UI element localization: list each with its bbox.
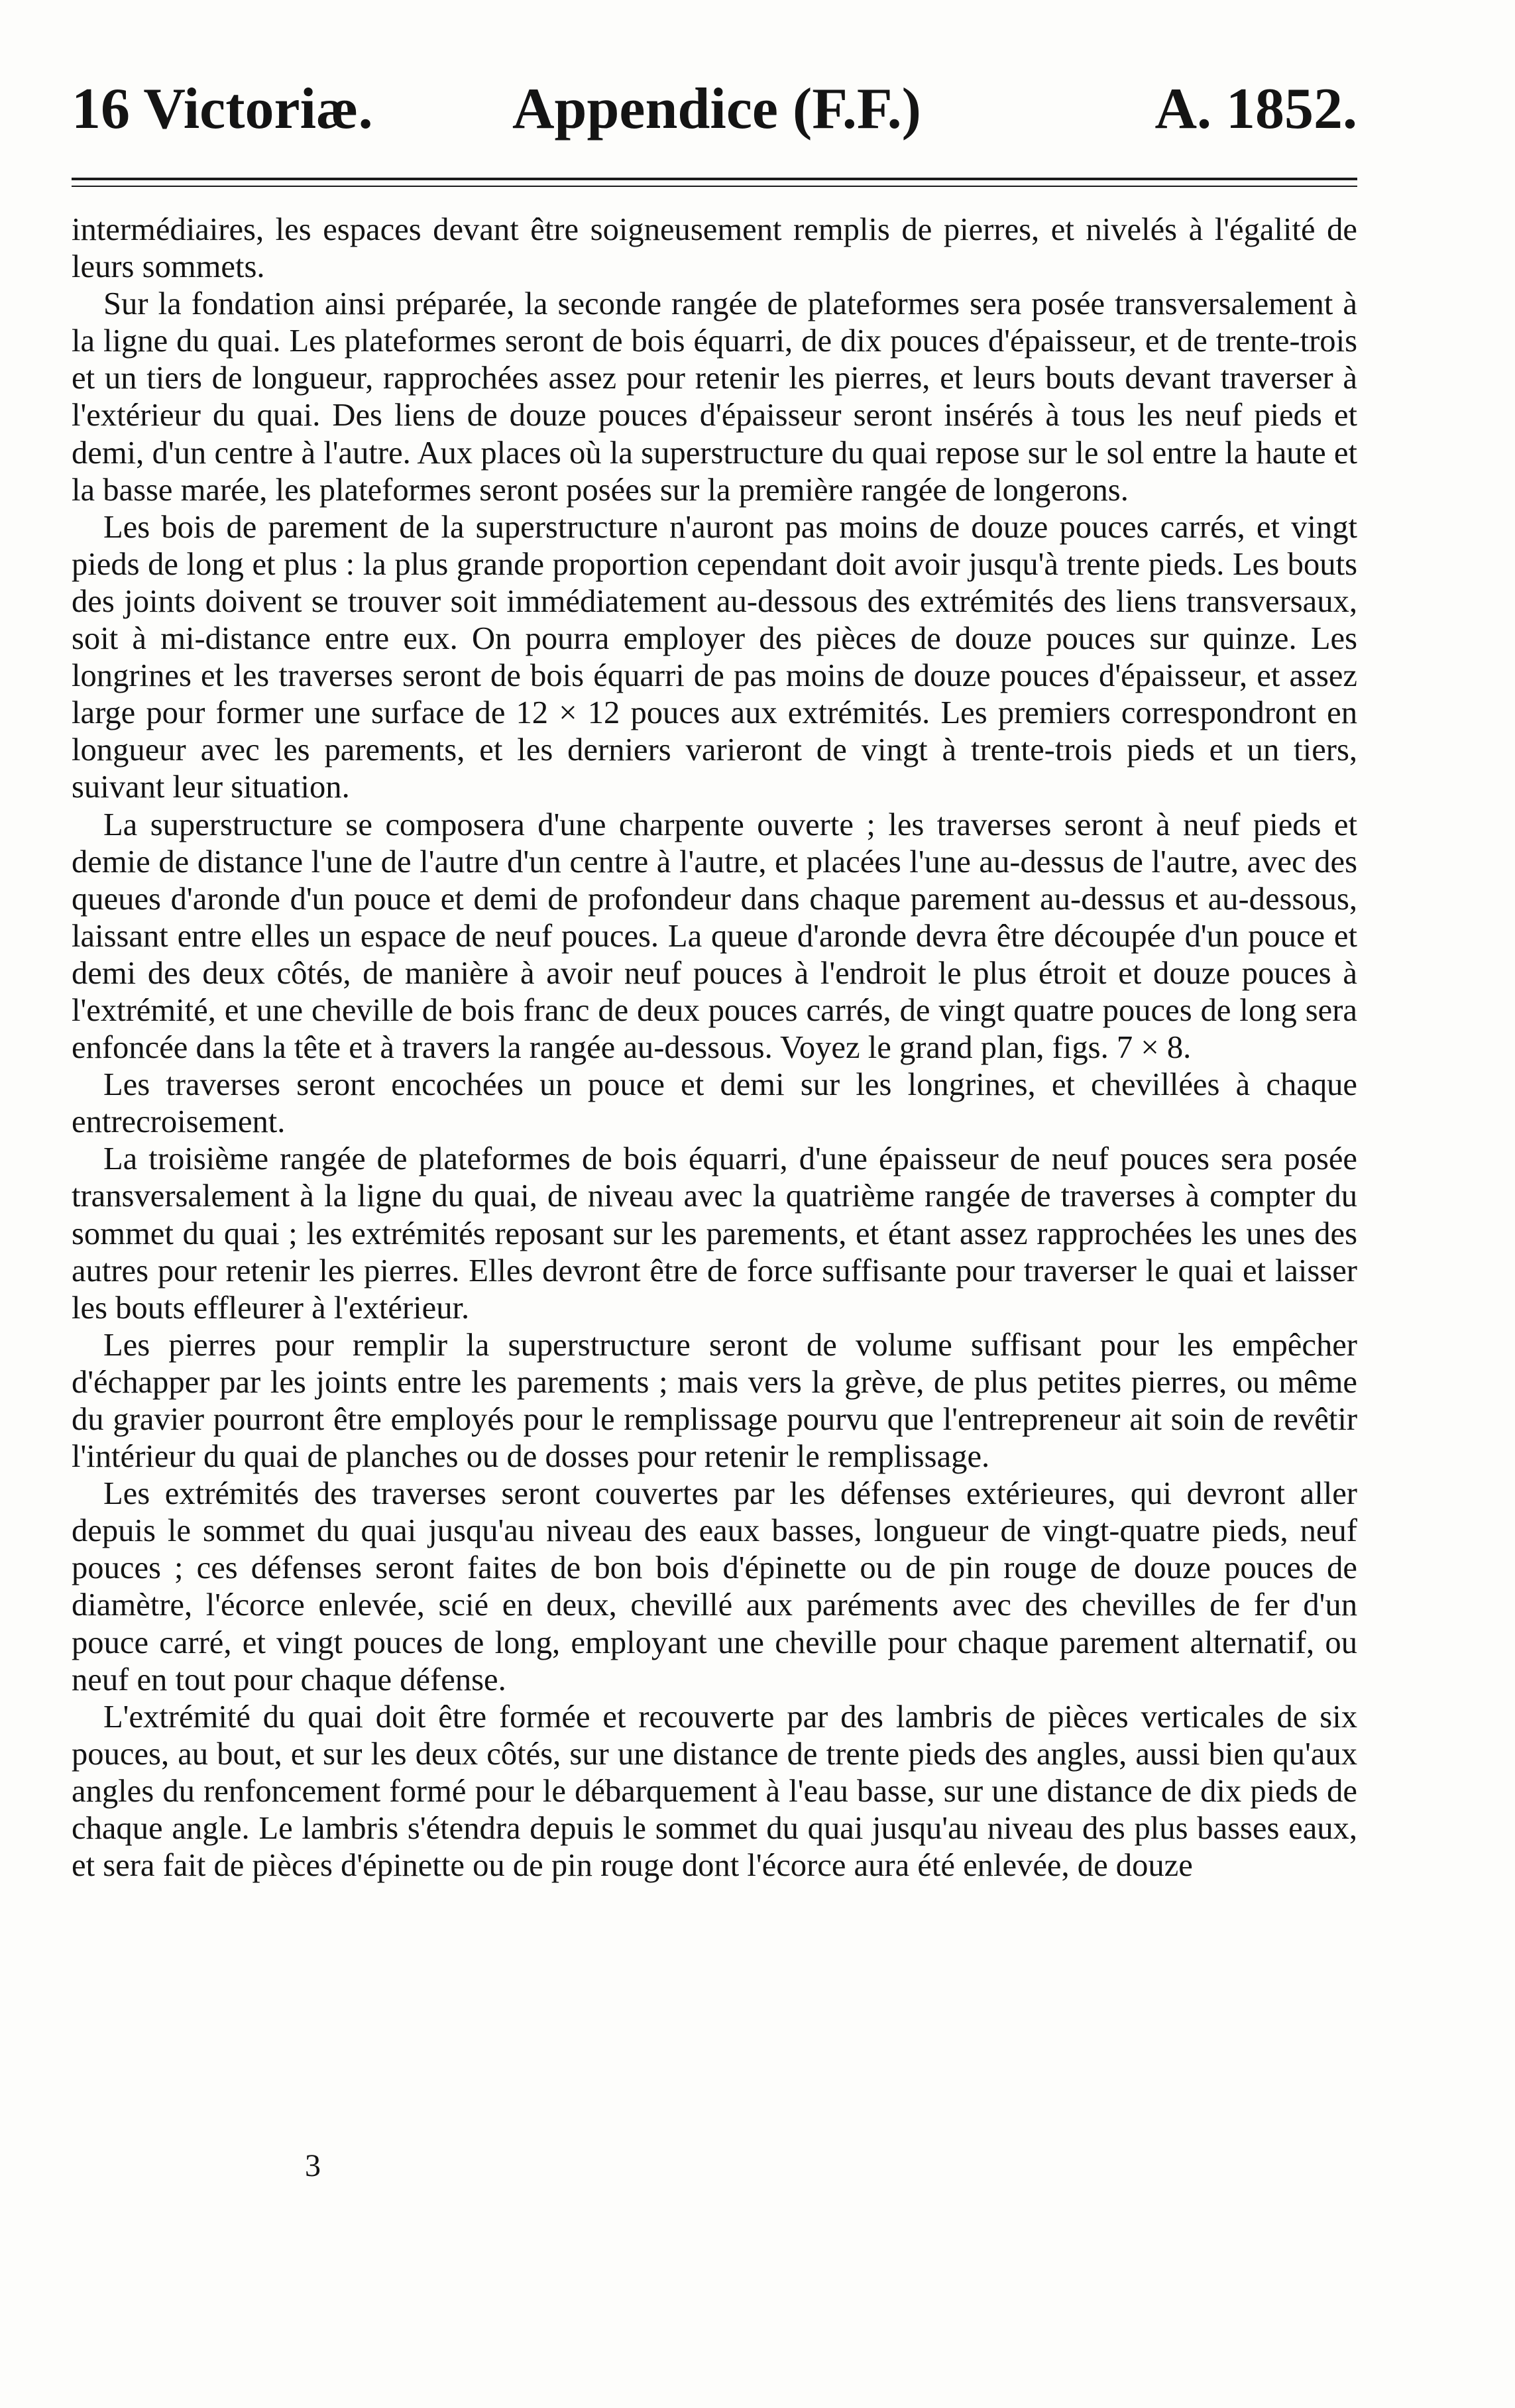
paragraph-continued: intermédiaires, les espaces devant être soigneusement remplis de pierres, et nivelés à l'égalité de leurs sommets. xyxy=(72,211,1357,285)
document-page xyxy=(72,0,1357,2408)
paragraph-superstructure: La superstructure se composera d'une charpente ouverte ; les traverses seront à neuf pieds et demie de distance l'une de l'autre d'un centre à l'autre, et placées l'une au-dessus de l'autre, avec des queues d'aronde d'un pouce et demi de profondeur dans chaque parement au-dessus et au-dessous, laissant entre elles un espace de neuf pouces. La queue d'aronde devra être découpée d'un pouce et demi des deux côtés, de manière à avoir neuf pouces à l'endroit le plus étroit et douze pouces à l'extrémité, et une cheville de bois franc de deux pouces carrés, de vingt quatre pouces de long sera enfoncée dans la tête et à travers la rangée au-dessous. Voyez le grand plan, figs. 7 × 8. xyxy=(72,806,1357,1066)
header-appendix: Appendice (F.F.) xyxy=(512,77,921,141)
running-header xyxy=(72,66,1357,152)
page-folio: 3 xyxy=(305,2148,321,2183)
paragraph-third-platforms: La troisième rangée de plateformes de bois équarri, d'une épaisseur de neuf pouces sera posée transversalement à la ligne du quai, de niveau avec la quatrième rangée de traverses à compter du sommet du quai ; les extrémités reposant sur les parements, et étant assez rapprochées les unes des autres pour retenir les pierres. Elles devront être de force suffisante pour traverser le quai et laisser les bouts effleurer à l'extérieur. xyxy=(72,1141,1357,1326)
paragraph-facing-timbers: Les bois de parement de la superstructure n'auront pas moins de douze pouces carrés, et vingt pieds de long et plus : la plus grande proportion cependant doit avoir jusqu'à trente pieds. Les bouts des joints doivent se trouver soit immédiatement au-dessous des extrémités des liens transversaux, soit à mi-distance entre eux. On pourra employer des pièces de douze pouces sur quinze. Les longrines et les traverses seront de bois équarri de pas moins de douze pouces d'épaisseur, et assez large pour former une surface de 12 × 12 pouces aux extrémités. Les premiers correspondront en longueur avec les parements, et les derniers varieront de vingt à trente-trois pieds et un tiers, suivant leur situation. xyxy=(72,508,1357,805)
header-rule-thin xyxy=(72,186,1357,187)
paragraph-second-platforms: Sur la fondation ainsi préparée, la seconde rangée de plateformes sera posée transversalement à la ligne du quai. Les plateformes seront de bois équarri, de dix pouces d'épaisseur, et de trente-trois et un tiers de longueur, rapprochées assez pour retenir les pierres, et leurs bouts devant traverser à l'extérieur du quai. Des liens de douze pouces d'épaisseur seront insérés à tous les neuf pieds et demi, d'un centre à l'autre. Aux places où la superstructure du quai repose sur le sol entre la haute et la basse marée, les plateformes seront posées sur la première rangée de longerons. xyxy=(72,286,1357,508)
header-rule-thick xyxy=(72,178,1357,180)
body-text xyxy=(72,211,1357,1884)
paragraph-fenders: Les extrémités des traverses seront couvertes par les défenses extérieures, qui devront aller depuis le sommet du quai jusqu'au niveau des eaux basses, longueur de vingt-quatre pieds, neuf pouces ; ces défenses seront faites de bon bois d'épinette ou de pin rouge de douze pouces de diamètre, l'écorce enlevée, scié en deux, chevillé aux paréments avec des chevilles de fer d'un pouce carré, et vingt pouces de long, employant une cheville pour chaque parement alternatif, ou neuf en tout pour chaque défense. xyxy=(72,1475,1357,1697)
paragraph-filling-stones: Les pierres pour remplir la superstructure seront de volume suffisant pour les empêcher d'échapper par les joints entre les parements ; mais vers la grève, de plus petites pierres, ou même du gravier pourront être employés pour le remplissage pourvu que l'entrepreneur ait soin de revêtir l'intérieur du quai de planches ou de dosses pour retenir le remplissage. xyxy=(72,1326,1357,1475)
paragraph-traverses-notched: Les traverses seront encochées un pouce et demi sur les longrines, et chevillées à chaque entrecroisement. xyxy=(72,1066,1357,1140)
header-year: A. 1852. xyxy=(1154,77,1357,141)
paragraph-wharf-end: L'extrémité du quai doit être formée et recouverte par des lambris de pièces verticales de six pouces, au bout, et sur les deux côtés, sur une distance de trente pieds des angles, aussi bien qu'aux angles du renfoncement formé pour le débarquement à l'eau basse, sur une distance de dix pieds de chaque angle. Le lambris s'étendra depuis le sommet du quai jusqu'au niveau des plus basses eaux, et sera fait de pièces d'épinette ou de pin rouge dont l'écorce aura été enlevée, de douze xyxy=(72,1698,1357,1884)
header-volume: 16 Victoriæ. xyxy=(72,77,373,141)
